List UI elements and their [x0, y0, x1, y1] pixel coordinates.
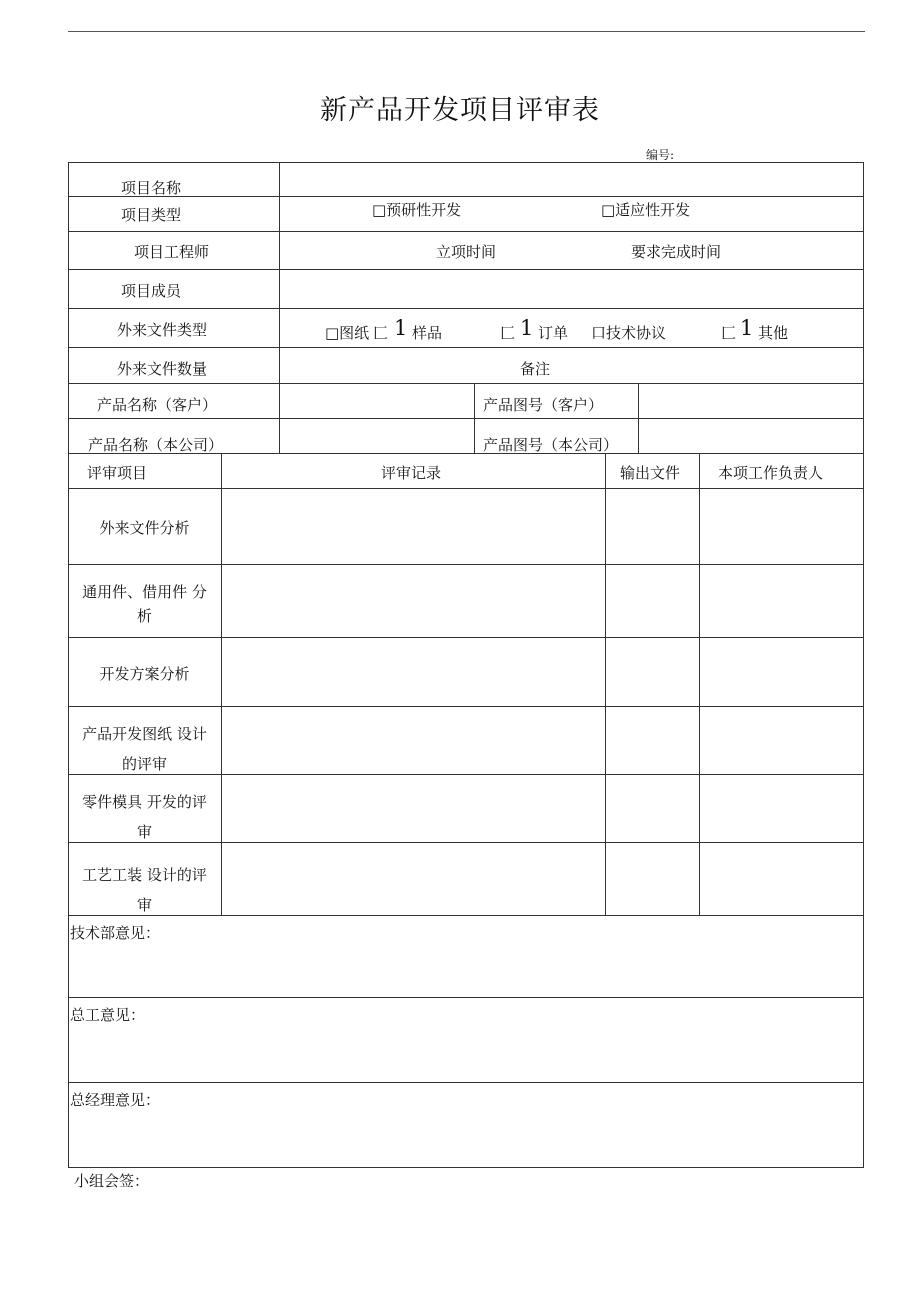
label-project-engineer: 项目工程师 [134, 243, 210, 261]
label-product-name-company: 产品名称（本公司） [88, 436, 224, 454]
row-line [68, 915, 864, 916]
review-form-table [68, 162, 864, 1168]
row-line [68, 418, 864, 419]
tech-dept-opinion-label: 技术部意见： [70, 924, 161, 942]
review-item-label: 工艺工装 设计的评 [82, 866, 207, 884]
label-members: 项目成员 [121, 282, 182, 300]
checkbox-order-box[interactable]: 匚 [500, 324, 516, 342]
checkbox-tech-agreement[interactable]: 口技术协议 [591, 324, 667, 342]
label-product-name-customer: 产品名称（客户） [97, 396, 218, 414]
other-number: 1 [740, 316, 754, 340]
review-item-label-cont: 审 [136, 896, 152, 914]
row-line [68, 706, 864, 707]
review-item-label-cont: 的评审 [121, 755, 167, 773]
row-line [68, 842, 864, 843]
header-output-file: 输出文件 [620, 464, 681, 482]
sample-number: 1 [394, 316, 408, 340]
review-item-label: 零件模具 开发的评 [82, 793, 207, 811]
label-project-name: 项目名称 [121, 179, 182, 197]
checkbox-sample-box[interactable]: 匚 [373, 324, 389, 342]
row-line [68, 308, 864, 309]
checkbox-other-box[interactable]: 匚 [721, 324, 737, 342]
table-border-bottom [68, 1167, 864, 1168]
row-line [68, 347, 864, 348]
review-item-label: 外来文件分析 [99, 519, 190, 537]
doc-number-label: 编号: [646, 148, 675, 162]
label-due-time: 要求完成时间 [631, 243, 722, 261]
form-title: 新产品开发项目评审表 [320, 95, 600, 126]
option-other-label: 其他 [758, 324, 789, 342]
row-line [68, 488, 864, 489]
label-remarks: 备注 [520, 360, 551, 378]
label-ext-doc-qty: 外来文件数量 [117, 360, 208, 378]
order-number: 1 [520, 316, 534, 340]
label-product-drawing-customer: 产品图号（客户） [483, 396, 604, 414]
review-item-label: 开发方案分析 [99, 665, 190, 683]
checkbox-pre-research[interactable]: □预研性开发 [372, 201, 462, 219]
row-line [68, 383, 864, 384]
label-ext-doc-type: 外来文件类型 [117, 321, 208, 339]
review-item-label-cont: 析 [136, 607, 152, 625]
row-line [68, 637, 864, 638]
header-responsible-person: 本项工作负责人 [718, 464, 824, 482]
table-border-right [863, 162, 864, 1168]
header-rule [68, 31, 865, 32]
col-line [638, 383, 639, 453]
review-item-label: 产品开发图纸 设计 [82, 725, 207, 743]
review-item-label-cont: 审 [136, 823, 152, 841]
row-line [68, 196, 864, 197]
option-sample-label: 样品 [412, 324, 443, 342]
row-line [68, 564, 864, 565]
row-line [68, 997, 864, 998]
header-review-item: 评审项目 [87, 464, 148, 482]
label-start-time: 立项时间 [436, 243, 497, 261]
chief-engineer-opinion-label: 总工意见： [70, 1006, 146, 1024]
col-line [699, 453, 700, 915]
checkbox-drawing[interactable]: □图纸 [325, 324, 370, 342]
header-review-record: 评审记录 [381, 464, 442, 482]
row-line [68, 1082, 864, 1083]
option-order-label: 订单 [538, 324, 569, 342]
col-line [279, 162, 280, 453]
col-line [221, 453, 222, 915]
row-line [68, 231, 864, 232]
table-border-top [68, 162, 864, 163]
label-product-drawing-company: 产品图号（本公司） [483, 436, 619, 454]
review-item-label: 通用件、借用件 分 [82, 583, 207, 601]
checkbox-adaptive[interactable]: □适应性开发 [601, 201, 691, 219]
row-line [68, 269, 864, 270]
col-line [605, 453, 606, 915]
team-signoff-label: 小组会签： [74, 1172, 150, 1190]
label-project-type: 项目类型 [121, 206, 182, 224]
row-line [68, 774, 864, 775]
col-line [474, 383, 475, 453]
general-manager-opinion-label: 总经理意见： [70, 1091, 161, 1109]
